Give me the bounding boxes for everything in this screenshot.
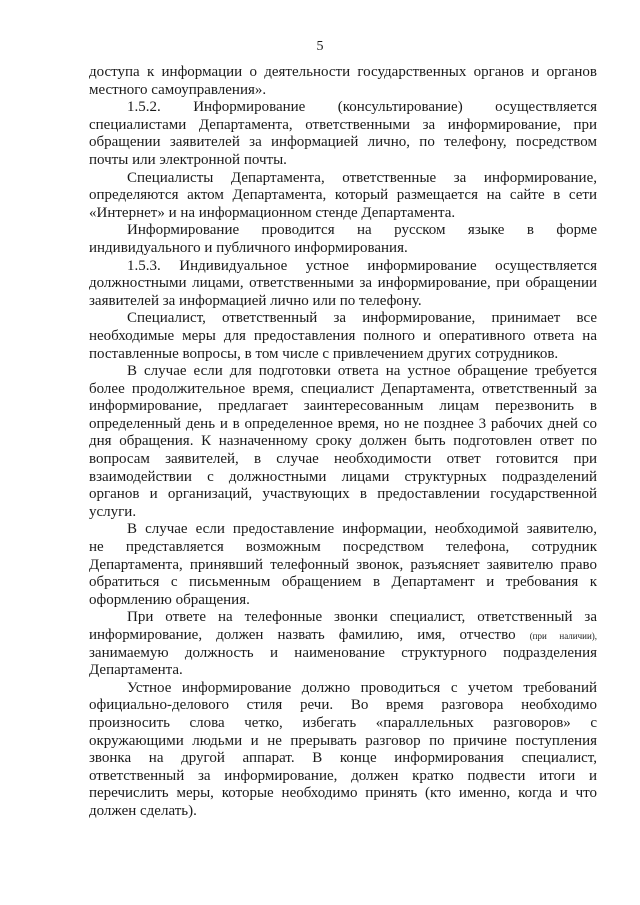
line-text: Специалисты Департамента, ответственные за информирование, <box>127 169 597 186</box>
paragraph-first-line <box>89 99 597 117</box>
paragraph-first-line <box>89 222 597 240</box>
paragraph-first-line <box>89 680 597 698</box>
line-text: 1.5.3. Индивидуальное устное информирование осуществляется <box>127 257 597 274</box>
paragraph-first-line <box>89 363 597 381</box>
line-text: более продолжительное время, специалист Департамента, ответственный за <box>89 380 597 397</box>
line-text: занимаемую должность и наименование структурного подразделения <box>89 644 597 661</box>
line-text: информирование, предлагает заинтересованным лицам перезвонить в <box>89 398 597 415</box>
line-text: Специалист, ответственный за информирование, принимает все <box>127 310 597 327</box>
text-line <box>89 293 597 311</box>
line-text: должен сделать). <box>89 802 197 819</box>
line-text: вопросам заявителей, в случае необходимости ответ готовится при <box>89 451 597 468</box>
line-text: специалистами Департамента, ответственными за информирование, при <box>89 116 597 133</box>
line-text: взаимодействии с должностными лицами структурных подразделений <box>89 468 597 485</box>
text-line <box>89 574 597 592</box>
text-line <box>89 768 597 786</box>
text-line <box>89 381 597 399</box>
text-line <box>89 697 597 715</box>
text-line <box>89 64 597 82</box>
line-text: органов и организаций, участвующих в предоставлении государственной <box>89 486 597 503</box>
line-text: При ответе на телефонные звонки специалист, ответственный за <box>127 609 597 626</box>
text-line <box>89 627 597 645</box>
line-text: Информирование проводится на русском языке в форме <box>127 222 597 239</box>
text-line <box>89 785 597 803</box>
text-line <box>89 803 597 821</box>
paragraph-first-line <box>89 609 597 627</box>
line-text: необходимые меры для предоставления полного и оперативного ответа на <box>89 327 597 344</box>
line-text: индивидуального и публичного информирования. <box>89 239 408 256</box>
text-line <box>89 504 597 522</box>
text-line <box>89 187 597 205</box>
line-text: доступа к информации о деятельности государственных органов и органов <box>89 64 597 80</box>
line-text: не представляется возможным посредством телефона, сотрудник <box>89 539 597 556</box>
line-text: Устное информирование должно проводиться с учетом требований <box>127 679 597 696</box>
text-line <box>89 469 597 487</box>
paragraph-first-line <box>89 310 597 328</box>
line-text: оформлению обращения. <box>89 591 250 608</box>
line-text: определяются актом Департамента, который размещается на сайте в сети <box>89 187 597 204</box>
line-text: звонка на другой аппарат. В конце информирования специалист, <box>89 750 597 767</box>
paragraph-first-line <box>89 521 597 539</box>
small-note: (при наличии), <box>529 631 598 641</box>
text-line <box>89 134 597 152</box>
line-text: ответственный за информирование, должен кратко подвести итоги и <box>89 767 597 784</box>
paragraph-first-line <box>89 258 597 276</box>
text-line <box>89 451 597 469</box>
text-line <box>89 205 597 223</box>
line-text: заявителей за информацией лично или по телефону. <box>89 292 422 309</box>
line-text: В случае если предоставление информации, необходимой заявителю, <box>127 521 597 538</box>
text-line <box>89 398 597 416</box>
line-text: информирование, должен назвать фамилию, имя, отчество <box>89 627 516 643</box>
text-line <box>89 733 597 751</box>
text-line <box>89 750 597 768</box>
document-body <box>89 64 597 821</box>
line-text: определенный день и в определенное время, но не позднее 3 рабочих дней со <box>89 415 597 432</box>
text-line <box>89 539 597 557</box>
line-text: обращении заявителей за информацией лично, по телефону, посредством <box>89 134 597 151</box>
line-text: перечислить меры, которые необходимо принять (кто именно, когда и что <box>89 785 597 802</box>
line-text: услуги. <box>89 503 137 520</box>
text-line <box>89 433 597 451</box>
line-text: почты или электронной почты. <box>89 151 287 168</box>
text-line <box>89 240 597 258</box>
line-text: поставленные вопросы, в том числе с привлечением других сотрудников. <box>89 345 559 362</box>
line-text: Департамента. <box>89 662 183 679</box>
line-text: обратиться с письменным обращением в Департамент и требования к <box>89 574 597 591</box>
text-line <box>89 416 597 434</box>
line-text: должностными лицами, ответственными за информирование, при обращении <box>89 275 597 292</box>
line-text: местного самоуправления». <box>89 81 267 98</box>
text-line <box>89 662 597 680</box>
line-text: «Интернет» и на информационном стенде Департамента. <box>89 204 456 221</box>
text-line <box>89 117 597 135</box>
text-line <box>89 715 597 733</box>
line-text: дня обращения. К назначенному сроку должен быть подготовлен ответ по <box>89 433 597 450</box>
line-text: окружающими людьми и не прерывать разговор по причине поступления <box>89 732 597 749</box>
line-text: официально-делового стиля речи. Во время разговора необходимо <box>89 697 597 714</box>
text-line <box>89 346 597 364</box>
text-line <box>89 275 597 293</box>
page-number: 5 <box>316 39 324 54</box>
text-line <box>89 82 597 100</box>
line-text: В случае если для подготовки ответа на устное обращение требуется <box>127 363 597 380</box>
text-line <box>89 152 597 170</box>
line-text: произносить слова четко, избегать «параллельных разговоров» с <box>89 714 597 731</box>
text-line <box>89 645 597 663</box>
text-line <box>89 592 597 610</box>
text-line <box>89 557 597 575</box>
text-line <box>89 328 597 346</box>
line-text: 1.5.2. Информирование (консультирование) осуществляется <box>127 99 597 116</box>
line-text: Департамента, принявший телефонный звонок, разъясняет заявителю право <box>89 556 597 573</box>
text-line <box>89 486 597 504</box>
paragraph-first-line <box>89 170 597 188</box>
